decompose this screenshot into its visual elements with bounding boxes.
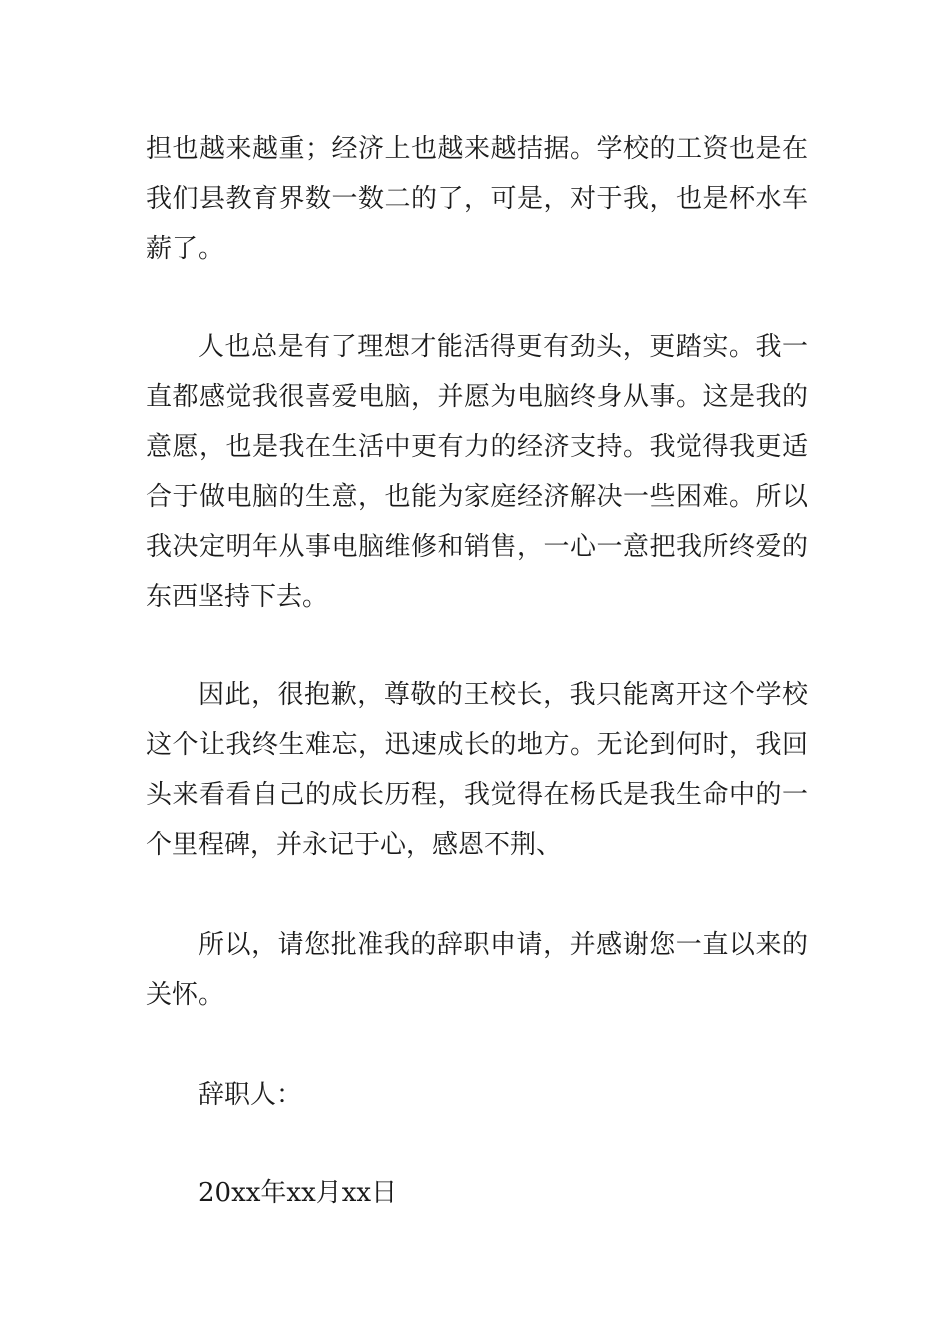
paragraph-ideal: 人也总是有了理想才能活得更有劲头，更踏实。我一直都感觉我很喜爱电脑，并愿为电脑终身从事。这是我的意愿，也是我在生活中更有力的经济支持。我觉得我更适合于做电脑的生意，也能为家庭经济解决一些困难。所以我决定明年从事电脑维修和销售，一心一意把我所终爱的东西坚持下去。 — [146, 332, 808, 612]
signature-label: 辞职人： — [198, 1080, 303, 1110]
paragraph-apology: 因此，很抱歉，尊敬的王校长，我只能离开这个学校这个让我终生难忘，迅速成长的地方。无论到何时，我回头来看看自己的成长历程，我觉得在杨氏是我生命中的一个里程碑，并永记于心，感恩不荆、 — [146, 680, 808, 860]
paragraph-request: 所以，请您批准我的辞职申请，并感谢您一直以来的关怀。 — [146, 930, 808, 1010]
paragraph-continuation: 担也越来越重；经济上也越来越拮据。学校的工资也是在我们县教育界数一数二的了，可是，对于我，也是杯水车薪了。 — [146, 134, 808, 264]
date-line: 20xx年xx月xx日 — [198, 1178, 398, 1208]
